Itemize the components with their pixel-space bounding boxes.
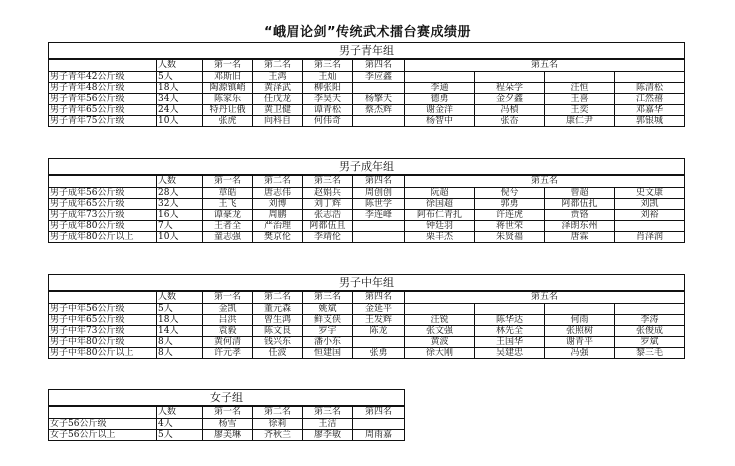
fifth-place: 史文康: [615, 188, 685, 199]
table-row: [49, 419, 405, 430]
header-second: 第二名: [253, 175, 303, 188]
fifth-place: 陈清松: [615, 83, 685, 94]
third-place: 鲜支侠: [303, 315, 353, 326]
event-name: 男子青年65公斤级: [49, 105, 157, 116]
third-place: 王洁: [303, 419, 353, 430]
fourth-place: 李连峰: [353, 210, 405, 221]
fifth-place: 阮超: [405, 188, 475, 199]
header-fourth: 第四名: [353, 406, 405, 419]
table-row: [49, 94, 685, 105]
participant-count: 5人: [157, 72, 203, 83]
third-place: 张志浩: [303, 210, 353, 221]
fifth-place: [615, 72, 685, 83]
second-place: 黄泽武: [253, 83, 303, 94]
second-place: 齐秋兰: [253, 430, 303, 441]
header-second: 第二名: [253, 406, 303, 419]
event-name: 男子青年56公斤级: [49, 94, 157, 105]
first-place: 陶源镇峭: [203, 83, 253, 94]
document-title: “峨眉论剑”传统武术擂台赛成绩册: [263, 25, 472, 40]
header-fifth: 第五名: [405, 175, 685, 188]
header-third: 第三名: [303, 406, 353, 419]
participant-count: 34人: [157, 94, 203, 105]
event-name: 男子中年80公斤级: [49, 337, 157, 348]
fourth-place: 王发辉: [353, 315, 405, 326]
fifth-place: 王奕: [545, 105, 615, 116]
fifth-place: 阿布仁青扎: [405, 210, 475, 221]
participant-count: 10人: [157, 232, 203, 243]
participant-count: 5人: [157, 430, 203, 441]
fifth-place: 阿都伍扎: [545, 199, 615, 210]
results-table-adult: [48, 158, 685, 243]
fifth-place: 刘凯: [615, 199, 685, 210]
fourth-place: [353, 337, 405, 348]
header-first: 第一名: [203, 406, 253, 419]
first-place: 陈家乐: [203, 94, 253, 105]
table-row: [49, 232, 685, 243]
event-name: 男子成年73公斤级: [49, 210, 157, 221]
fifth-place: 泽朗东州: [545, 221, 615, 232]
fifth-place: 郭勇: [475, 199, 545, 210]
participant-count: 16人: [157, 210, 203, 221]
first-place: 黄何清: [203, 337, 253, 348]
first-place: 张虎: [203, 116, 253, 127]
event-name: 男子中年65公斤级: [49, 315, 157, 326]
third-place: 廖李敏: [303, 430, 353, 441]
event-name: 男子青年75公斤级: [49, 116, 157, 127]
header-first: 第一名: [203, 175, 253, 188]
fourth-place: 李应鑫: [353, 72, 405, 83]
first-place: 邓斯旧: [203, 72, 253, 83]
fifth-place: 张岙: [475, 116, 545, 127]
fifth-place: 张照树: [545, 326, 615, 337]
header-second: 第二名: [253, 291, 303, 304]
fourth-place: 陈世学: [353, 199, 405, 210]
fifth-place: [545, 72, 615, 83]
fifth-place: 贾铬: [545, 210, 615, 221]
participant-count: 18人: [157, 315, 203, 326]
third-place: 罗宇: [303, 326, 353, 337]
event-name: 女子56公斤级: [49, 419, 157, 430]
header-row: [49, 406, 405, 419]
fifth-place: 陈华达: [475, 315, 545, 326]
event-name: 男子成年65公斤级: [49, 199, 157, 210]
event-name: 男子成年80公斤级: [49, 221, 157, 232]
fifth-place: 许连虎: [475, 210, 545, 221]
participant-count: 24人: [157, 105, 203, 116]
fifth-place: [405, 304, 475, 315]
fifth-place: 李涛: [615, 315, 685, 326]
fourth-place: [353, 116, 405, 127]
third-place: 何伟奇: [303, 116, 353, 127]
fifth-place: 何雨: [545, 315, 615, 326]
table-row: [49, 210, 685, 221]
third-place: 赵娟兵: [303, 188, 353, 199]
fifth-place: 徐国超: [405, 199, 475, 210]
second-place: 樊京伦: [253, 232, 303, 243]
fifth-place: 汪恒: [545, 83, 615, 94]
fifth-place: 金夕鑫: [475, 94, 545, 105]
participant-count: 5人: [157, 304, 203, 315]
second-place: 王鸿: [253, 72, 303, 83]
header-third: 第三名: [303, 59, 353, 72]
participant-count: 8人: [157, 337, 203, 348]
results-table-women: [48, 389, 405, 441]
fourth-place: 陈龙: [353, 326, 405, 337]
participant-count: 8人: [157, 348, 203, 359]
event-name: 男子成年56公斤级: [49, 188, 157, 199]
fourth-place: 蔡杰辉: [353, 105, 405, 116]
fourth-place: [353, 83, 405, 94]
fifth-place: 张文强: [405, 326, 475, 337]
fifth-place: 江然禧: [615, 94, 685, 105]
fifth-place: 李通: [405, 83, 475, 94]
header-row: [49, 59, 685, 72]
table-row: [49, 188, 685, 199]
participant-count: 4人: [157, 419, 203, 430]
header-count: 人数: [157, 175, 203, 188]
fifth-place: 吴建忠: [475, 348, 545, 359]
event-name: 男子中年80公斤以上: [49, 348, 157, 359]
second-place: 任戊龙: [253, 94, 303, 105]
first-place: 谭豪龙: [203, 210, 253, 221]
participant-count: 14人: [157, 326, 203, 337]
fifth-place: [405, 72, 475, 83]
fifth-place: 康仁尹: [545, 116, 615, 127]
fifth-place: 肖泽润: [615, 232, 685, 243]
participant-count: 28人: [157, 188, 203, 199]
second-place: 陈文良: [253, 326, 303, 337]
second-place: 任波: [253, 348, 303, 359]
fifth-place: [475, 72, 545, 83]
fifth-place: 汪锐: [405, 315, 475, 326]
table-row: [49, 116, 685, 127]
first-place: 杨雪: [203, 419, 253, 430]
header-third: 第三名: [303, 175, 353, 188]
first-place: 章皓: [203, 188, 253, 199]
third-place: 阿都伍且: [303, 221, 353, 232]
fifth-place: 朱贤福: [475, 232, 545, 243]
table-row: [49, 304, 685, 315]
results-table-middle-aged: [48, 274, 685, 359]
third-place: 刘丁辉: [303, 199, 353, 210]
table-row: [49, 337, 685, 348]
header-fifth: 第五名: [405, 59, 685, 72]
header-count: 人数: [157, 291, 203, 304]
third-place: 谭青松: [303, 105, 353, 116]
second-place: 刘博: [253, 199, 303, 210]
table-row: [49, 315, 685, 326]
second-place: 曾生鸿: [253, 315, 303, 326]
fifth-place: 林先全: [475, 326, 545, 337]
fifth-place: 德勇: [405, 94, 475, 105]
first-place: 童志强: [203, 232, 253, 243]
participant-count: 10人: [157, 116, 203, 127]
fifth-place: 冯楨: [475, 105, 545, 116]
fifth-place: 栗丰杰: [405, 232, 475, 243]
fifth-place: 谢金洋: [405, 105, 475, 116]
group-title: 女子组: [49, 390, 405, 407]
fifth-place: 冯强: [545, 348, 615, 359]
second-place: 唐志伟: [253, 188, 303, 199]
fifth-place: 程朵学: [475, 83, 545, 94]
header-fourth: 第四名: [353, 59, 405, 72]
table-row: [49, 348, 685, 359]
fourth-place: 张勇: [353, 348, 405, 359]
table-row: [49, 326, 685, 337]
results-table-youth: [48, 42, 685, 127]
participant-count: 18人: [157, 83, 203, 94]
fifth-place: 黄波: [405, 337, 475, 348]
third-place: 王灿: [303, 72, 353, 83]
third-place: 恒建国: [303, 348, 353, 359]
fifth-place: [615, 304, 685, 315]
first-place: 廖美琳: [203, 430, 253, 441]
header-row: [49, 175, 685, 188]
header-first: 第一名: [203, 59, 253, 72]
header-first: 第一名: [203, 291, 253, 304]
second-place: 严治理: [253, 221, 303, 232]
header-row: [49, 291, 685, 304]
fifth-place: 郭银城: [615, 116, 685, 127]
fifth-place: [475, 304, 545, 315]
third-place: 柳张阳: [303, 83, 353, 94]
fourth-place: [353, 232, 405, 243]
header-fifth: 第五名: [405, 291, 685, 304]
fifth-place: 蒋世荣: [475, 221, 545, 232]
first-place: 金凯: [203, 304, 253, 315]
second-place: 钱兴东: [253, 337, 303, 348]
participant-count: 7人: [157, 221, 203, 232]
first-place: 王飞: [203, 199, 253, 210]
fifth-place: [615, 221, 685, 232]
header-fourth: 第四名: [353, 291, 405, 304]
fifth-place: 徐大刚: [405, 348, 475, 359]
header-second: 第二名: [253, 59, 303, 72]
event-name: 男子成年80公斤以上: [49, 232, 157, 243]
table-row: [49, 199, 685, 210]
third-place: 潘小东: [303, 337, 353, 348]
first-place: 特丹让俄: [203, 105, 253, 116]
fifth-place: 谢青平: [545, 337, 615, 348]
fifth-place: 唐霖: [545, 232, 615, 243]
group-title: 男子青年组: [49, 43, 685, 60]
first-place: 王者全: [203, 221, 253, 232]
table-row: [49, 430, 405, 441]
event-name: 男子中年56公斤级: [49, 304, 157, 315]
fifth-place: 钟廷羽: [405, 221, 475, 232]
third-place: 姚斌: [303, 304, 353, 315]
fifth-place: 曾超: [545, 188, 615, 199]
participant-count: 32人: [157, 199, 203, 210]
third-place: 李昊天: [303, 94, 353, 105]
third-place: 李靖伦: [303, 232, 353, 243]
fourth-place: 杨擎天: [353, 94, 405, 105]
event-name: 女子56公斤以上: [49, 430, 157, 441]
fourth-place: 周雨嘉: [353, 430, 405, 441]
event-name: 男子中年73公斤级: [49, 326, 157, 337]
fifth-place: 刘裕: [615, 210, 685, 221]
fourth-place: 金延平: [353, 304, 405, 315]
fifth-place: 黎三毛: [615, 348, 685, 359]
fifth-place: 王国华: [475, 337, 545, 348]
first-place: 许元孝: [203, 348, 253, 359]
group-title: 男子中年组: [49, 275, 685, 292]
second-place: 向科自: [253, 116, 303, 127]
table-row: [49, 83, 685, 94]
fifth-place: 罗斌: [615, 337, 685, 348]
event-name: 男子青年42公斤级: [49, 72, 157, 83]
fifth-place: 张俊成: [615, 326, 685, 337]
table-row: [49, 72, 685, 83]
first-place: 吕洪: [203, 315, 253, 326]
fourth-place: 周创创: [353, 188, 405, 199]
fourth-place: [353, 419, 405, 430]
second-place: 徐莉: [253, 419, 303, 430]
table-row: [49, 105, 685, 116]
table-row: [49, 221, 685, 232]
fifth-place: 倪兮: [475, 188, 545, 199]
header-count: 人数: [157, 406, 203, 419]
second-place: 黄卫健: [253, 105, 303, 116]
first-place: 袁毅: [203, 326, 253, 337]
fourth-place: [353, 221, 405, 232]
fifth-place: 杨智中: [405, 116, 475, 127]
header-fourth: 第四名: [353, 175, 405, 188]
group-title: 男子成年组: [49, 159, 685, 176]
fifth-place: 邓嘉华: [615, 105, 685, 116]
fifth-place: [545, 304, 615, 315]
header-third: 第三名: [303, 291, 353, 304]
fifth-place: 王喜: [545, 94, 615, 105]
header-count: 人数: [157, 59, 203, 72]
second-place: 周鹏: [253, 210, 303, 221]
second-place: 董元森: [253, 304, 303, 315]
event-name: 男子青年48公斤级: [49, 83, 157, 94]
